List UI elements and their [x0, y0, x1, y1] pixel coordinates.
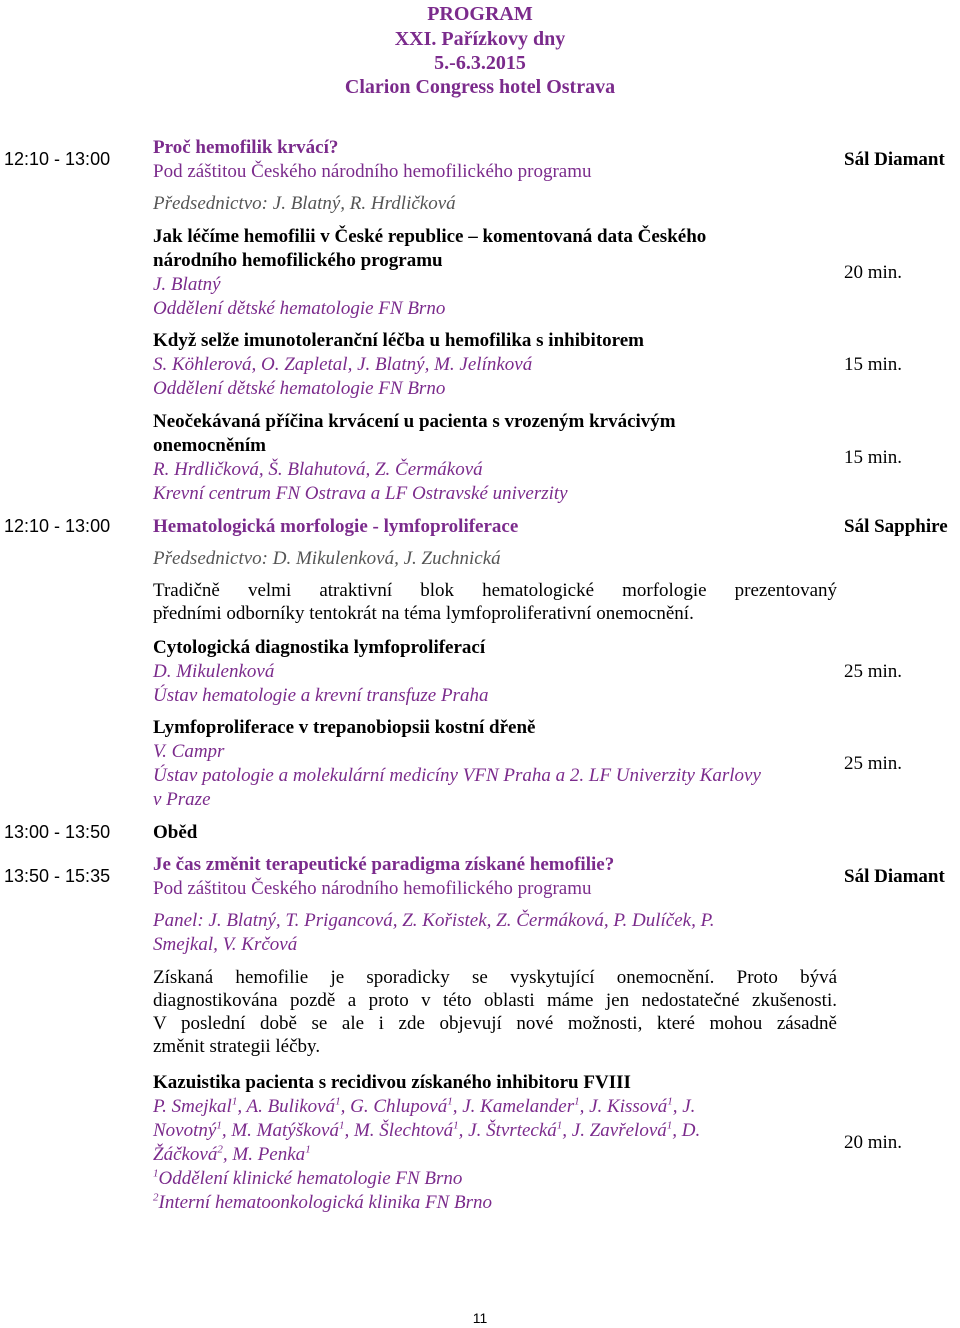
- talk-5-authors: V. Campr: [153, 741, 225, 762]
- affiliation-mark: 1: [447, 1095, 453, 1108]
- affiliation-mark: 1: [453, 1119, 459, 1132]
- author-name: , M. Penka: [222, 1144, 306, 1165]
- talk-2-institution: Oddělení dětské hematologie FN Brno: [153, 378, 446, 399]
- talk-4-authors: D. Mikulenková: [153, 661, 275, 682]
- affiliation-mark: 1: [556, 1119, 563, 1132]
- session-4-panel-line2: Smejkal, V. Krčová: [153, 934, 298, 955]
- session-4-title: Je čas změnit terapeutické paradigma získané hemofilie?: [153, 854, 615, 875]
- conference-name: XXI. Pařízkovy dny: [394, 28, 566, 50]
- session-4-description: [153, 966, 837, 1058]
- author-name: , M. Matýšková: [221, 1120, 339, 1141]
- affiliation-mark: 1: [667, 1095, 673, 1108]
- session-2-hall: Sál Sapphire: [844, 516, 948, 537]
- talk-6-institution-2: [153, 1191, 492, 1214]
- talk-4-title: Cytologická diagnostika lymfoproliferací: [153, 637, 486, 658]
- talk-1-authors: J. Blatný: [153, 274, 221, 295]
- author-name: , A. Buliková: [237, 1096, 336, 1117]
- session-2-time: 12:10 - 13:00: [4, 516, 111, 536]
- affiliation-mark: 1: [216, 1119, 222, 1132]
- session-2-description-line1: Tradičně velmi atraktivní blok hematologické morfologie prezentovaný: [153, 580, 837, 601]
- talk-6-authors-line1: [153, 1095, 695, 1118]
- conference-venue: Clarion Congress hotel Ostrava: [344, 76, 616, 98]
- talk-1-title-line1: Jak léčíme hemofilii v České republice – komentovaná data Českého: [153, 226, 707, 247]
- talk-5-duration: 25 min.: [844, 753, 903, 774]
- talk-3-title-line1: Neočekávaná příčina krvácení u pacienta s vrozeným krvácivým: [153, 411, 676, 432]
- session-1-hall: Sál Diamant: [844, 149, 945, 170]
- author-name: , J. Kissová: [579, 1096, 668, 1117]
- talk-4-duration: 25 min.: [844, 661, 903, 682]
- author-name: , J. Štvrtecká: [458, 1120, 557, 1141]
- talk-3-title-line2: onemocněním: [153, 435, 266, 456]
- talk-3-institution: Krevní centrum FN Ostrava a LF Ostravské univerzity: [153, 483, 568, 504]
- session-2-chair: Předsednictvo: D. Mikulenková, J. Zuchnická: [153, 548, 501, 569]
- talk-5-institution-line1: Ústav patologie a molekulární medicíny VFN Praha a 2. LF Univerzity Karlovy: [153, 765, 761, 786]
- affiliation-mark: 1: [335, 1095, 341, 1108]
- talk-6-authors-line2: [153, 1119, 700, 1142]
- author-name: , J. Zavřelová: [562, 1120, 667, 1141]
- session-2-description-line2: předními odborníky tentokrát na téma lymfoproliferativní onemocnění.: [153, 603, 694, 624]
- affiliation-mark: 2: [217, 1143, 223, 1156]
- talk-3-duration: 15 min.: [844, 447, 903, 468]
- author-name: , M. Šlechtová: [344, 1120, 454, 1141]
- program-heading: PROGRAM: [427, 3, 533, 25]
- talk-4-institution: Ústav hematologie a krevní transfuze Praha: [153, 685, 489, 706]
- session-2-description: [153, 579, 837, 625]
- talk-6-authors-line3: [153, 1143, 311, 1166]
- talk-1-title-line2: národního hemofilického programu: [153, 250, 443, 271]
- session-3-title: Oběd: [153, 822, 198, 843]
- conference-dates: 5.-6.3.2015: [434, 52, 526, 74]
- session-3-time: 13:00 - 13:50: [4, 822, 111, 842]
- session-4-subtitle: Pod záštitou Českého národního hemofilického programu: [153, 878, 592, 899]
- talk-2-title: Když selže imunotoleranční léčba u hemofilika s inhibitorem: [153, 330, 645, 351]
- talk-2-duration: 15 min.: [844, 354, 903, 375]
- talk-5-institution-line2: v Praze: [153, 789, 211, 810]
- talk-6-duration: 20 min.: [844, 1132, 903, 1153]
- session-4-description-line2: diagnostikována pozdě a proto v této oblasti máme jen nedostatečné zkušenosti.: [153, 990, 837, 1011]
- talk-1-institution: Oddělení dětské hematologie FN Brno: [153, 298, 446, 319]
- talk-1-duration: 20 min.: [844, 262, 903, 283]
- author-name: , D.: [672, 1120, 701, 1141]
- session-1-subtitle: Pod záštitou Českého národního hemofilického programu: [153, 161, 592, 182]
- session-4-description-line4: změnit strategii léčby.: [153, 1036, 321, 1057]
- author-name: , J.: [672, 1096, 696, 1117]
- author-name: Novotný: [153, 1120, 217, 1141]
- page-number: 11: [472, 1310, 488, 1326]
- affiliation-mark: 2: [153, 1191, 159, 1204]
- affiliation-mark: 1: [305, 1143, 311, 1156]
- institution-name: Interní hematoonkologická klinika FN Brno: [158, 1192, 492, 1213]
- institution-name: Oddělení klinické hematologie FN Brno: [158, 1168, 463, 1189]
- session-1-title: Proč hemofilik krvácí?: [153, 137, 339, 158]
- session-4-description-line3: V poslední době se ale i zde objevují nové možnosti, které mohou zásadně: [153, 1013, 837, 1034]
- talk-6-institution-1: [153, 1167, 462, 1190]
- affiliation-mark: 1: [153, 1167, 159, 1180]
- affiliation-mark: 1: [666, 1119, 673, 1132]
- talk-3-authors: R. Hrdličková, Š. Blahutová, Z. Čermáková: [153, 459, 483, 480]
- talk-5-title: Lymfoproliferace v trepanobiopsii kostní dřeně: [153, 717, 536, 738]
- author-name: , G. Chlupová: [340, 1096, 448, 1117]
- session-4-time: 13:50 - 15:35: [4, 866, 111, 886]
- talk-2-authors: S. Köhlerová, O. Zapletal, J. Blatný, M. Jelínková: [153, 354, 533, 375]
- session-1-chair: Předsednictvo: J. Blatný, R. Hrdličková: [153, 193, 456, 214]
- session-4-description-line1: Získaná hemofilie je sporadicky se vyskytující onemocnění. Proto bývá: [153, 967, 837, 988]
- author-name: P. Smejkal: [153, 1096, 232, 1117]
- author-name: , J. Kamelander: [452, 1096, 575, 1117]
- affiliation-mark: 1: [574, 1095, 580, 1108]
- affiliation-mark: 1: [231, 1095, 238, 1108]
- session-2-title: Hematologická morfologie - lymfoproliferace: [153, 516, 519, 537]
- author-name: Žáčková: [153, 1144, 218, 1165]
- affiliation-mark: 1: [338, 1119, 345, 1132]
- session-1-time: 12:10 - 13:00: [4, 149, 111, 169]
- session-4-panel-line1: Panel: J. Blatný, T. Prigancová, Z. Kořistek, Z. Čermáková, P. Dulíček, P.: [153, 910, 715, 931]
- talk-6-title: Kazuistika pacienta s recidivou získaného inhibitoru FVIII: [153, 1072, 631, 1093]
- session-4-hall: Sál Diamant: [844, 866, 945, 887]
